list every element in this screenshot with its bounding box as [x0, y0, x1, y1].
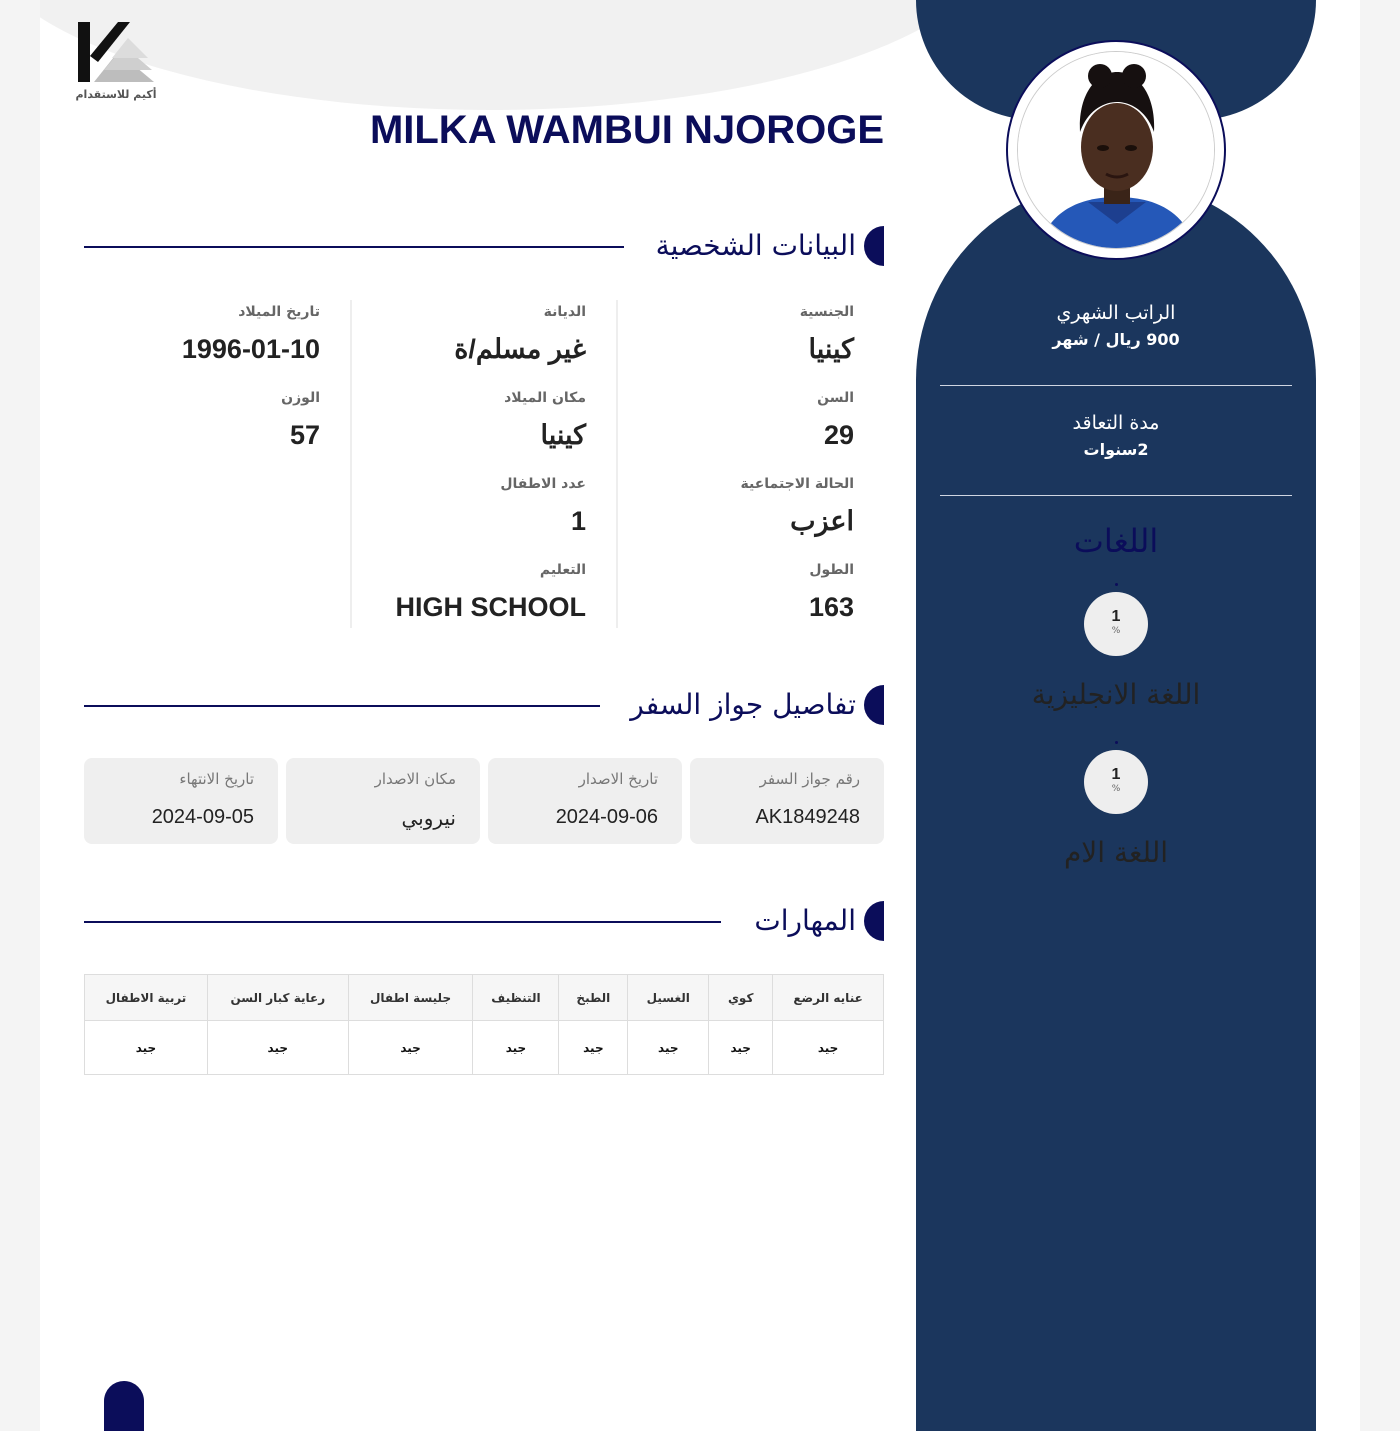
nationality-value: كينيا: [808, 334, 854, 364]
height-label: الطول: [809, 562, 854, 578]
passport-section-title: تفاصيل جواز السفر: [630, 688, 856, 721]
marital-field: [618, 472, 854, 558]
personal-details: [84, 300, 884, 630]
issue-place-label: مكان الاصدار: [374, 770, 456, 788]
skill-header: عنايه الرضع: [773, 975, 884, 1021]
contract-block: [940, 412, 1292, 459]
children-value: 1: [570, 506, 586, 536]
header-swoosh: [40, 0, 1000, 110]
section-marker: [864, 901, 884, 941]
languages-title: اللغات: [1073, 522, 1159, 560]
language-unit: %: [1111, 784, 1121, 794]
height-field: [618, 558, 854, 644]
skill-header: جليسة اطفال: [348, 975, 473, 1021]
education-value: HIGH SCHOOL: [395, 592, 586, 622]
marital-label: الحالة الاجتماعية: [740, 476, 854, 492]
profile-photo-frame: [1006, 40, 1226, 260]
birth-date-field: [84, 300, 320, 386]
person-portrait-icon: [1018, 52, 1215, 249]
skill-header: الطبخ: [559, 975, 628, 1021]
education-label: التعليم: [539, 562, 586, 578]
skills-section-header: [84, 901, 884, 941]
birth-date-label: تاريخ الميلاد: [238, 304, 320, 320]
language-level-badge: [1084, 750, 1148, 814]
weight-label: الوزن: [281, 390, 320, 406]
issue-date-label: تاريخ الاصدار: [578, 770, 658, 788]
personal-column-2: [352, 300, 618, 628]
issue-place-value: نيروبي: [401, 808, 456, 830]
birth-place-label: مكان الميلاد: [504, 390, 586, 406]
personal-column-1: [618, 300, 884, 628]
religion-label: الديانة: [543, 304, 586, 320]
skill-header: كوي: [709, 975, 773, 1021]
contract-label: مدة التعاقد: [1072, 412, 1160, 434]
age-label: السن: [817, 390, 854, 406]
personal-section-header: [84, 226, 884, 266]
company-logo: [74, 20, 158, 101]
children-field: [352, 472, 586, 558]
footer-tab: [104, 1381, 144, 1431]
expiry-date-value: 2024-09-05: [151, 806, 254, 828]
skills-header-row: [85, 975, 884, 1021]
birth-date-value: 1996-01-10: [181, 334, 320, 364]
expiry-date-card: [84, 758, 278, 844]
contract-value: 2سنوات: [1083, 440, 1149, 459]
section-marker: [864, 685, 884, 725]
language-level: 1: [1111, 766, 1121, 783]
skill-header: رعاية كبار السن: [207, 975, 348, 1021]
skill-header: التنظيف: [473, 975, 559, 1021]
skill-header: تربية الاطفال: [85, 975, 208, 1021]
weight-value: 57: [289, 420, 320, 450]
logo-text: أكيم للاستقدام: [75, 88, 157, 101]
issue-place-card: [286, 758, 480, 844]
section-divider: [84, 246, 624, 248]
language-name: اللغة الانجليزية: [1031, 678, 1201, 711]
skill-value: جيد: [207, 1021, 348, 1075]
issue-date-card: [488, 758, 682, 844]
skills-section-title: المهارات: [754, 904, 856, 937]
profile-photo: [1017, 51, 1215, 249]
skill-value: جيد: [709, 1021, 773, 1075]
education-field: [352, 558, 586, 644]
children-label: عدد الاطفال: [500, 476, 586, 492]
language-unit: %: [1111, 626, 1121, 636]
salary-label: الراتب الشهري: [1056, 302, 1176, 324]
skills-value-row: [85, 1021, 884, 1075]
passport-number-card: [690, 758, 884, 844]
skill-header: الغسيل: [628, 975, 709, 1021]
language-dot: [1115, 583, 1118, 586]
sidebar-divider: [940, 495, 1292, 496]
nationality-field: [618, 300, 854, 386]
religion-value: غير مسلم/ة: [454, 334, 586, 364]
height-value: 163: [808, 592, 854, 622]
skills-table: [84, 974, 884, 1075]
salary-value: 900 ريال / شهر: [1052, 330, 1180, 349]
sidebar: [916, 0, 1316, 1431]
weight-field: [84, 386, 320, 472]
expiry-date-label: تاريخ الانتهاء: [179, 770, 254, 788]
salary-block: [940, 302, 1292, 349]
age-value: 29: [823, 420, 854, 450]
issue-date-value: 2024-09-06: [555, 806, 658, 828]
birth-place-field: [352, 386, 586, 472]
age-field: [618, 386, 854, 472]
language-dot: [1115, 741, 1118, 744]
nationality-label: الجنسية: [799, 304, 854, 320]
religion-field: [352, 300, 586, 386]
language-level-badge: [1084, 592, 1148, 656]
passport-details: [84, 758, 884, 844]
logo-mark-icon: [74, 20, 158, 86]
language-level: 1: [1111, 608, 1121, 625]
skill-value: جيد: [473, 1021, 559, 1075]
skill-value: جيد: [348, 1021, 473, 1075]
passport-number-label: رقم جواز السفر: [759, 770, 860, 788]
skill-value: جيد: [85, 1021, 208, 1075]
section-marker: [864, 226, 884, 266]
sidebar-divider: [940, 385, 1292, 386]
section-divider: [84, 921, 721, 923]
section-divider: [84, 705, 600, 707]
marital-value: اعزب: [790, 506, 854, 536]
language-name: اللغة الام: [1063, 836, 1169, 869]
candidate-name: MILKA WAMBUI NJOROGE: [369, 108, 884, 152]
personal-section-title: البيانات الشخصية: [655, 229, 856, 262]
skill-value: جيد: [773, 1021, 884, 1075]
skill-value: جيد: [559, 1021, 628, 1075]
passport-number-value: AK1849248: [755, 806, 860, 828]
personal-column-3: [84, 300, 352, 628]
passport-section-header: [84, 685, 884, 725]
birth-place-value: كينيا: [540, 420, 586, 450]
skill-value: جيد: [628, 1021, 709, 1075]
